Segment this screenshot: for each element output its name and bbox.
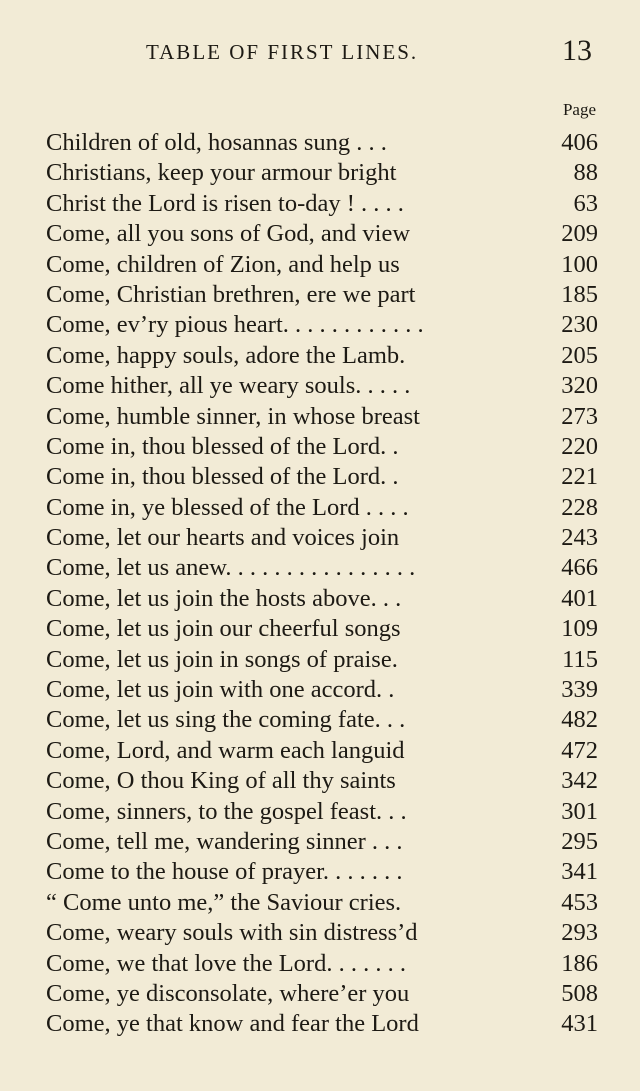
page-ref: 472 [561,736,598,764]
page-ref: 209 [561,220,598,248]
first-line-text: Come, ye that know and fear the Lord [46,1010,419,1038]
page-ref: 100 [561,250,598,278]
list-item [46,462,598,492]
first-line-text: Come, humble sinner, in whose breast [46,402,420,430]
first-line-text: Christians, keep your armour bright [46,159,397,187]
page-ref: 115 [562,645,598,673]
page-ref: 339 [561,676,598,704]
first-line-text: Come, O thou King of all thy saints [46,767,396,795]
list-item [46,675,598,705]
page-ref: 230 [561,311,598,339]
first-line-text: Come, weary souls with sin distress’d [46,919,418,947]
first-lines-list [46,128,598,1040]
first-line-text: Come, happy souls, adore the Lamb. [46,341,406,369]
page-ref: 406 [561,129,598,156]
first-line-text: Come, we that love the Lord. . . . . . . [46,949,406,977]
page-ref: 243 [561,524,598,552]
list-item [46,250,598,280]
first-line-text: Come in, thou blessed of the Lord. . [46,463,399,491]
list-item [46,888,598,918]
page-ref: 63 [573,189,598,217]
list-item [46,797,598,827]
page-ref: 301 [561,797,598,825]
page-ref: 508 [561,979,598,1007]
page-ref: 293 [561,919,598,947]
page-ref: 220 [561,432,598,460]
list-item [46,1009,598,1039]
list-item [46,979,598,1009]
list-item [46,219,598,249]
first-line-text: Come, ev’ry pious heart. . . . . . . . . . . . [46,311,424,339]
list-item [46,523,598,553]
first-line-text: Come hither, all ye weary souls. . . . . [46,372,411,400]
list-item [46,553,598,583]
list-item [46,402,598,432]
list-item [46,705,598,735]
page-ref: 273 [561,402,598,430]
first-line-text: Come, let us sing the coming fate. . . [46,706,406,734]
list-item [46,766,598,796]
first-line-text: Come, let our hearts and voices join [46,524,400,552]
list-item [46,280,598,310]
first-line-text: Come, let us join our cheerful songs [46,615,401,643]
page-ref: 431 [561,1010,598,1038]
first-line-text: Come, Christian brethren, ere we part [46,280,416,308]
page-ref: 342 [561,767,598,795]
first-line-text: Come, ye disconsolate, where’er you [46,979,410,1007]
first-line-text: Come, let us join with one accord. . [46,676,395,704]
page-column-heading: Page [562,100,596,119]
first-line-text: Come in, thou blessed of the Lord. . [46,432,399,460]
first-line-text: Children of old, hosannas sung . . . [46,129,387,156]
page-ref: 320 [561,372,598,400]
list-item [46,432,598,462]
list-item [46,371,598,401]
first-line-text: Come, let us anew. . . . . . . . . . . . . . . . [46,554,416,582]
page-header [0,34,640,74]
running-head: TABLE OF FIRST LINES. [146,40,419,64]
page-ref: 109 [561,615,598,643]
page-ref: 401 [561,584,598,612]
list-item [46,736,598,766]
list-item [46,128,598,158]
list-item [46,645,598,675]
first-line-text: Come, all you sons of God, and view [46,220,411,248]
list-item [46,857,598,887]
first-line-text: Come, Lord, and warm each languid [46,736,405,764]
first-line-text: Come in, ye blessed of the Lord . . . . [46,493,409,521]
page-ref: 341 [561,858,598,886]
first-line-text: Come, let us join the hosts above. . . [46,584,402,612]
first-line-text: Come, sinners, to the gospel feast. . . [46,797,407,825]
list-item [46,827,598,857]
page-ref: 482 [561,706,598,734]
first-line-text: Christ the Lord is risen to-day ! . . . . [46,189,404,217]
list-item [46,918,598,948]
first-line-text: Come, let us join in songs of praise. [46,645,398,673]
page-ref: 221 [561,463,598,491]
list-item [46,310,598,340]
page-ref: 185 [561,280,598,308]
first-line-text: Come, children of Zion, and help us [46,250,400,278]
first-line-text: Come to the house of prayer. . . . . . . [46,858,403,886]
list-item [46,189,598,219]
page-ref: 88 [573,159,598,187]
first-line-text: “ Come unto me,” the Saviour cries. [46,888,402,916]
list-item [46,158,598,188]
page-ref: 205 [561,341,598,369]
page-ref: 228 [561,493,598,521]
list-item [46,341,598,371]
page-ref: 186 [561,949,598,977]
first-line-text: Come, tell me, wandering sinner . . . [46,827,403,855]
list-item [46,493,598,523]
list-item [46,949,598,979]
list-item [46,584,598,614]
page-ref: 295 [561,827,598,855]
page-ref: 466 [561,554,598,582]
list-item [46,614,598,644]
page-ref: 453 [561,888,598,916]
page-number: 13 [562,34,592,67]
